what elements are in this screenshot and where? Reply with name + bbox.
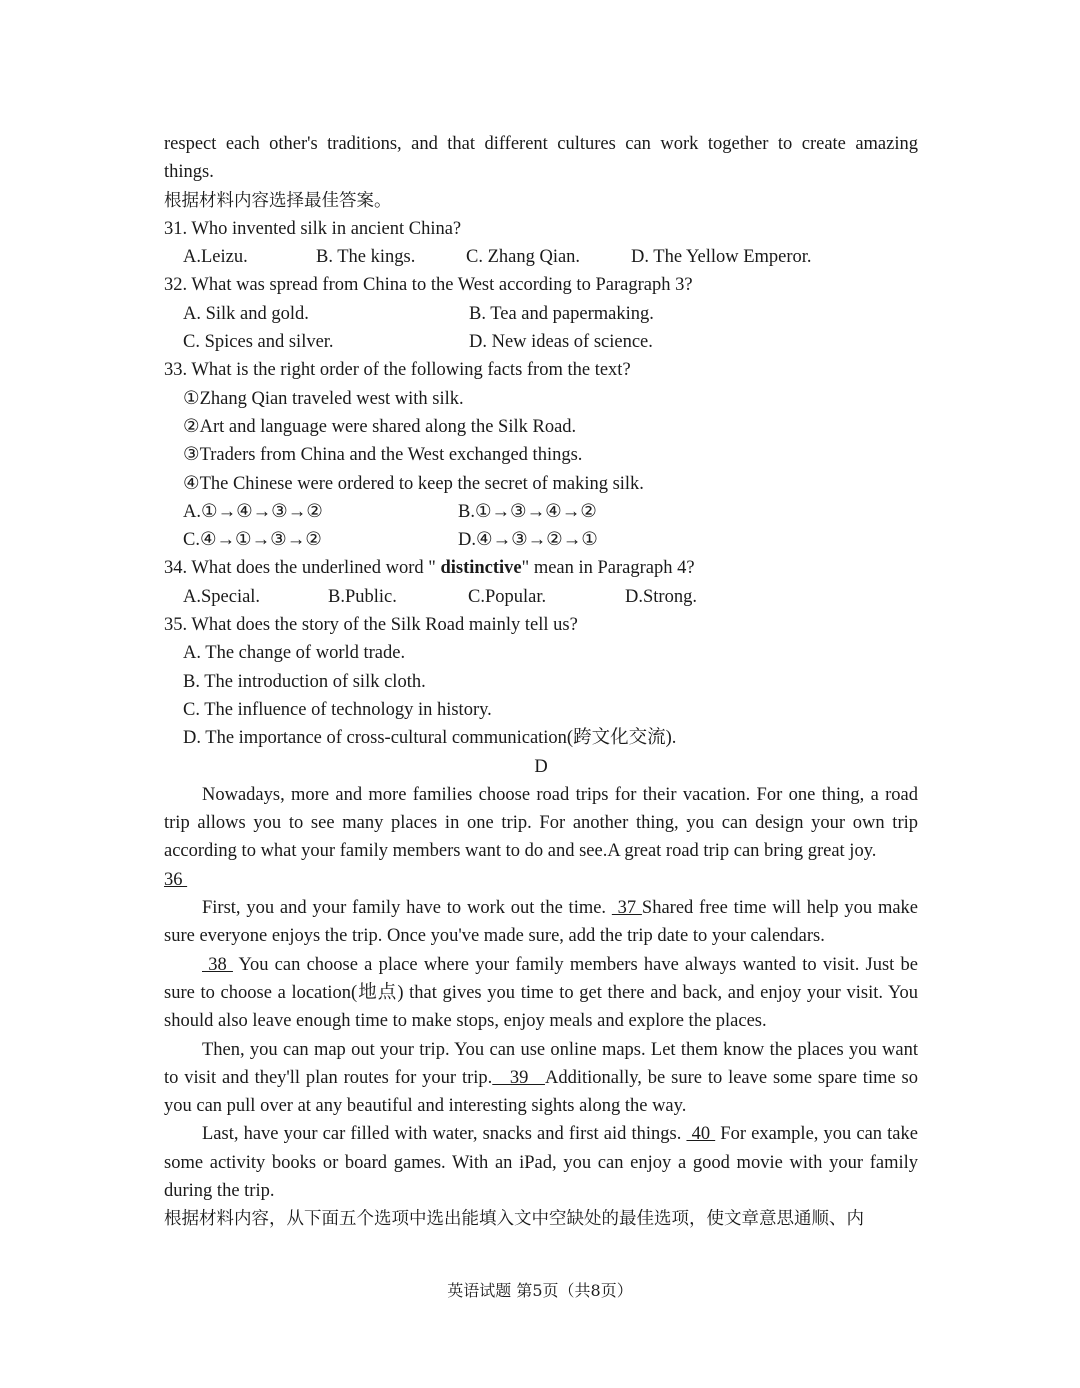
- option-c: C. Zhang Qian.: [466, 247, 581, 268]
- question-33-options: [164, 498, 918, 526]
- fact-item: ③Traders from China and the West exchanged things.: [183, 445, 583, 466]
- page-footer: 英语试题 第5页（共8页）: [447, 1281, 633, 1300]
- option-b: B. The introduction of silk cloth.: [183, 671, 426, 692]
- blank-40-marker: 40: [686, 1124, 716, 1145]
- fact-item: ①Zhang Qian traveled west with silk.: [183, 388, 464, 409]
- blank-37-marker: 37: [611, 898, 642, 919]
- question-31-stem: 31. Who invented silk in ancient China?: [164, 218, 462, 239]
- blank-39-marker: 39: [492, 1067, 545, 1088]
- blank-36-marker: 36: [164, 869, 188, 890]
- paragraph-text: Shared free time will help you make sure everyone enjoys the trip. Once you've made sure, add the trip date to your calendars.: [164, 898, 919, 947]
- page-content: [164, 130, 918, 1234]
- passage-paragraph: [164, 1120, 918, 1205]
- paragraph-text: Additionally, be sure to leave some spare time so you can pull over at any beautiful and interesting sights along the way.: [164, 1067, 919, 1117]
- paragraph-text: For example, you can take some activity books or board games. With an iPad, you can enjoy a good movie with your family during the trip.: [164, 1124, 918, 1201]
- option-a: A. Silk and gold.: [183, 303, 309, 324]
- question-35-stem: 35. What does the story of the Silk Road mainly tell us?: [164, 615, 578, 636]
- option-c: C. The influence of technology in history.: [183, 699, 492, 720]
- option-b: B. Tea and papermaking.: [469, 303, 654, 324]
- section-instruction: 根据材料内容选择最佳答案。: [164, 190, 392, 211]
- question-34-options: [164, 583, 918, 611]
- option-d: D.Strong.: [625, 586, 697, 607]
- option-a: A.①→④→③→②: [183, 501, 323, 522]
- passage-paragraph: [164, 951, 918, 1036]
- fact-item: ②Art and language were shared along the Silk Road.: [183, 416, 577, 437]
- passage-paragraph: [164, 781, 918, 866]
- question-31-options: [164, 243, 918, 271]
- section-heading: D: [534, 756, 548, 777]
- passage-paragraph: [164, 894, 918, 951]
- option-a: A. The change of world trade.: [183, 643, 406, 664]
- question-32-options: [164, 300, 918, 328]
- underlined-word: distinctive: [440, 558, 522, 579]
- passage-paragraph: [164, 1036, 918, 1121]
- option-d: D. The importance of cross-cultural communication(跨文化交流).: [183, 728, 677, 749]
- option-b: B.Public.: [328, 586, 397, 607]
- question-32-stem: 32. What was spread from China to the West according to Paragraph 3?: [164, 275, 693, 296]
- question-32-options: [164, 328, 918, 356]
- blank-38-marker: 38: [202, 954, 233, 975]
- blank-36: [164, 866, 918, 894]
- question-33-stem: 33. What is the right order of the following facts from the text?: [164, 360, 631, 381]
- option-c: C.Popular.: [468, 586, 547, 607]
- fact-item: ④The Chinese were ordered to keep the secret of making silk.: [183, 473, 644, 494]
- question-34-stem: [164, 554, 918, 582]
- paragraph-text: Then, you can map out your trip. You can use online maps. Let them know the places you want to visit and they'll plan routes for your trip.: [164, 1039, 918, 1088]
- option-d: D. The Yellow Emperor.: [631, 247, 812, 268]
- paragraph-text: Nowadays, more and more families choose road trips for their vacation. For one thing, a road trip allows you to see many places in one trip. For another thing, you can design your own trip according to what your family members want to do and see.A great road trip can bring great joy.: [164, 784, 918, 862]
- passage-text-line: respect each other's traditions, and that different cultures can work together to create amazing: [164, 134, 918, 154]
- question-33-options: [164, 526, 918, 554]
- stem-text: 34. What does the underlined word ": [164, 558, 441, 579]
- paragraph-text: Last, have your car filled with water, snacks and first aid things.: [202, 1124, 687, 1145]
- option-d: D.④→③→②→①: [458, 530, 598, 551]
- option-c: C. Spices and silver.: [183, 332, 334, 353]
- option-a: A.Special.: [183, 586, 261, 607]
- paragraph-text: First, you and your family have to work out the time.: [202, 898, 612, 919]
- passage-text-line: things.: [164, 162, 214, 183]
- option-d: D. New ideas of science.: [469, 332, 653, 353]
- option-b: B. The kings.: [316, 247, 416, 268]
- option-a: A.Leizu.: [183, 247, 248, 268]
- option-c: C.④→①→③→②: [183, 530, 322, 551]
- section-instruction: 根据材料内容，从下面五个选项中选出能填入文中空缺处的最佳选项，使文章意思通顺、内: [164, 1209, 864, 1230]
- option-b: B.①→③→④→②: [458, 501, 597, 522]
- stem-text: " mean in Paragraph 4?: [521, 558, 695, 579]
- paragraph-text: You can choose a place where your family members have always wanted to visit. Just be sure to choose a location(地点) that gives you time to get there and back, and enjoy your visit. You should also leave enough time to make stops, enjoy meals and explore the places.: [164, 954, 918, 1032]
